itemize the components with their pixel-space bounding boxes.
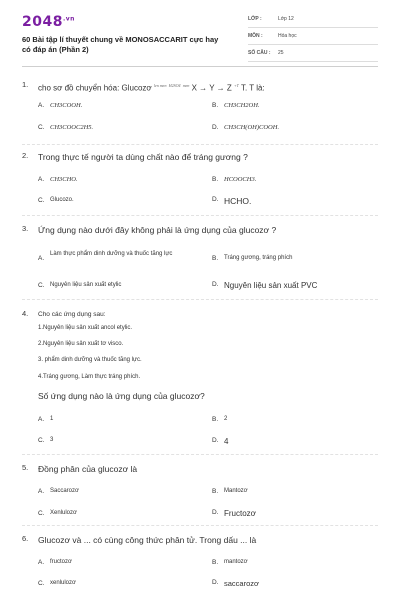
list-item: 1.Nguyên liệu sản xuất ancol etylic. xyxy=(38,325,133,331)
question-6: 6. Glucozơ và ... có cùng công thức phân tử. Trong dấu ... là A. fructozơ B. mantozơ C. xenlulozơ D. saccarozơ xyxy=(22,534,378,596)
question-text: Glucozơ và ... có cùng công thức phân tử. Trong dấu ... là xyxy=(38,535,257,545)
list-item: 4.Tráng gương, Làm thực tráng phích. xyxy=(38,374,141,380)
meta-count-label: SỐ CÂU : xyxy=(248,50,271,56)
question-number: 4. xyxy=(22,309,29,318)
question-divider xyxy=(22,525,378,526)
question-text: cho sơ đồ chuyển hóa: Glucozơ $^{len men}$ $^{H2SO4}$ $^{men}$ X → Y → Z $^{+T}$ T. T là: xyxy=(38,83,265,93)
question-number: 5. xyxy=(22,463,29,472)
question-number: 3. xyxy=(22,224,29,233)
question-3: 3. Ứng dụng nào dưới đây không phải là ứng dụng của glucozơ ? A. Làm thực phẩm dinh dưỡng và thuốc tăng lực B. Tráng gương, tráng phích C. Nguyên liệu sản xuất etylic D. Nguyên liệu sản xuất PVC xyxy=(22,224,378,296)
list-item: 2.Nguyên liệu sản xuất tơ visco. xyxy=(38,341,124,347)
meta-grade-value: Lớp 12 xyxy=(278,16,294,22)
question-number: 2. xyxy=(22,151,29,160)
document-title: 60 Bài tập lí thuyết chung về MONOSACCARIT cực hay có đáp án (Phần 2) xyxy=(22,35,219,54)
question-divider xyxy=(22,215,378,216)
header-divider xyxy=(22,66,378,67)
site-logo[interactable]: $2048^{.vn}$ xyxy=(22,14,75,30)
meta-grade xyxy=(248,14,378,28)
meta-subject xyxy=(248,31,378,45)
question-text: Trong thực tế người ta dùng chất nào để tráng gương ? xyxy=(38,152,248,162)
meta-grade-label: LỚP : xyxy=(248,16,262,22)
meta-count-value: 25 xyxy=(278,50,284,56)
question-text: Cho các ứng dụng sau: xyxy=(38,311,106,318)
question-number: 6. xyxy=(22,534,29,543)
question-divider xyxy=(22,299,378,300)
question-2: 2. Trong thực tế người ta dùng chất nào để tráng gương ? A. CH3CHO. B. HCOOCH3. C. Glucozo. D. HCHO. xyxy=(22,151,378,211)
meta-subject-label: MÔN : xyxy=(248,33,263,39)
document-meta xyxy=(248,14,378,65)
question-subtext: Số ứng dụng nào là ứng dụng của glucozơ? xyxy=(38,391,205,401)
question-4: 4. Cho các ứng dụng sau: 1.Nguyên liệu sản xuất ancol etylic. 2.Nguyên liệu sản xuất tơ visco. 3. phẩm dinh dưỡng và thuốc tăng lực. 4.Tráng gương, Làm thực tráng phích. Số ứng dụng nào là ứng dụng của glucozơ? A. 1 B. 2 C. 3 D. 4 xyxy=(22,309,378,454)
meta-count xyxy=(248,48,378,62)
page-header xyxy=(22,14,378,58)
question-text: Đồng phân của glucozơ là xyxy=(38,464,138,474)
question-text: Ứng dụng nào dưới đây không phải là ứng dụng của glucozơ ? xyxy=(38,225,277,235)
question-divider xyxy=(22,454,378,455)
question-divider xyxy=(22,144,378,145)
list-item: 3. phẩm dinh dưỡng và thuốc tăng lực. xyxy=(38,357,142,363)
question-1: 1. cho sơ đồ chuyển hóa: Glucozơ $^{len men}$ $^{H2SO4}$ $^{men}$ X → Y → Z $^{+T}$ T. T là: A. CH3COOH. B. CH3CH2OH. C. CH3COOC2H5. D. CH3CH(OH)COOH. xyxy=(22,80,378,142)
question-5: 5. Đồng phân của glucozơ là A. Saccarozơ B. Mantozơ C. Xenlulozơ D. Fructozơ xyxy=(22,463,378,523)
meta-subject-value: Hóa học xyxy=(278,33,297,39)
question-number: 1. xyxy=(22,80,29,89)
